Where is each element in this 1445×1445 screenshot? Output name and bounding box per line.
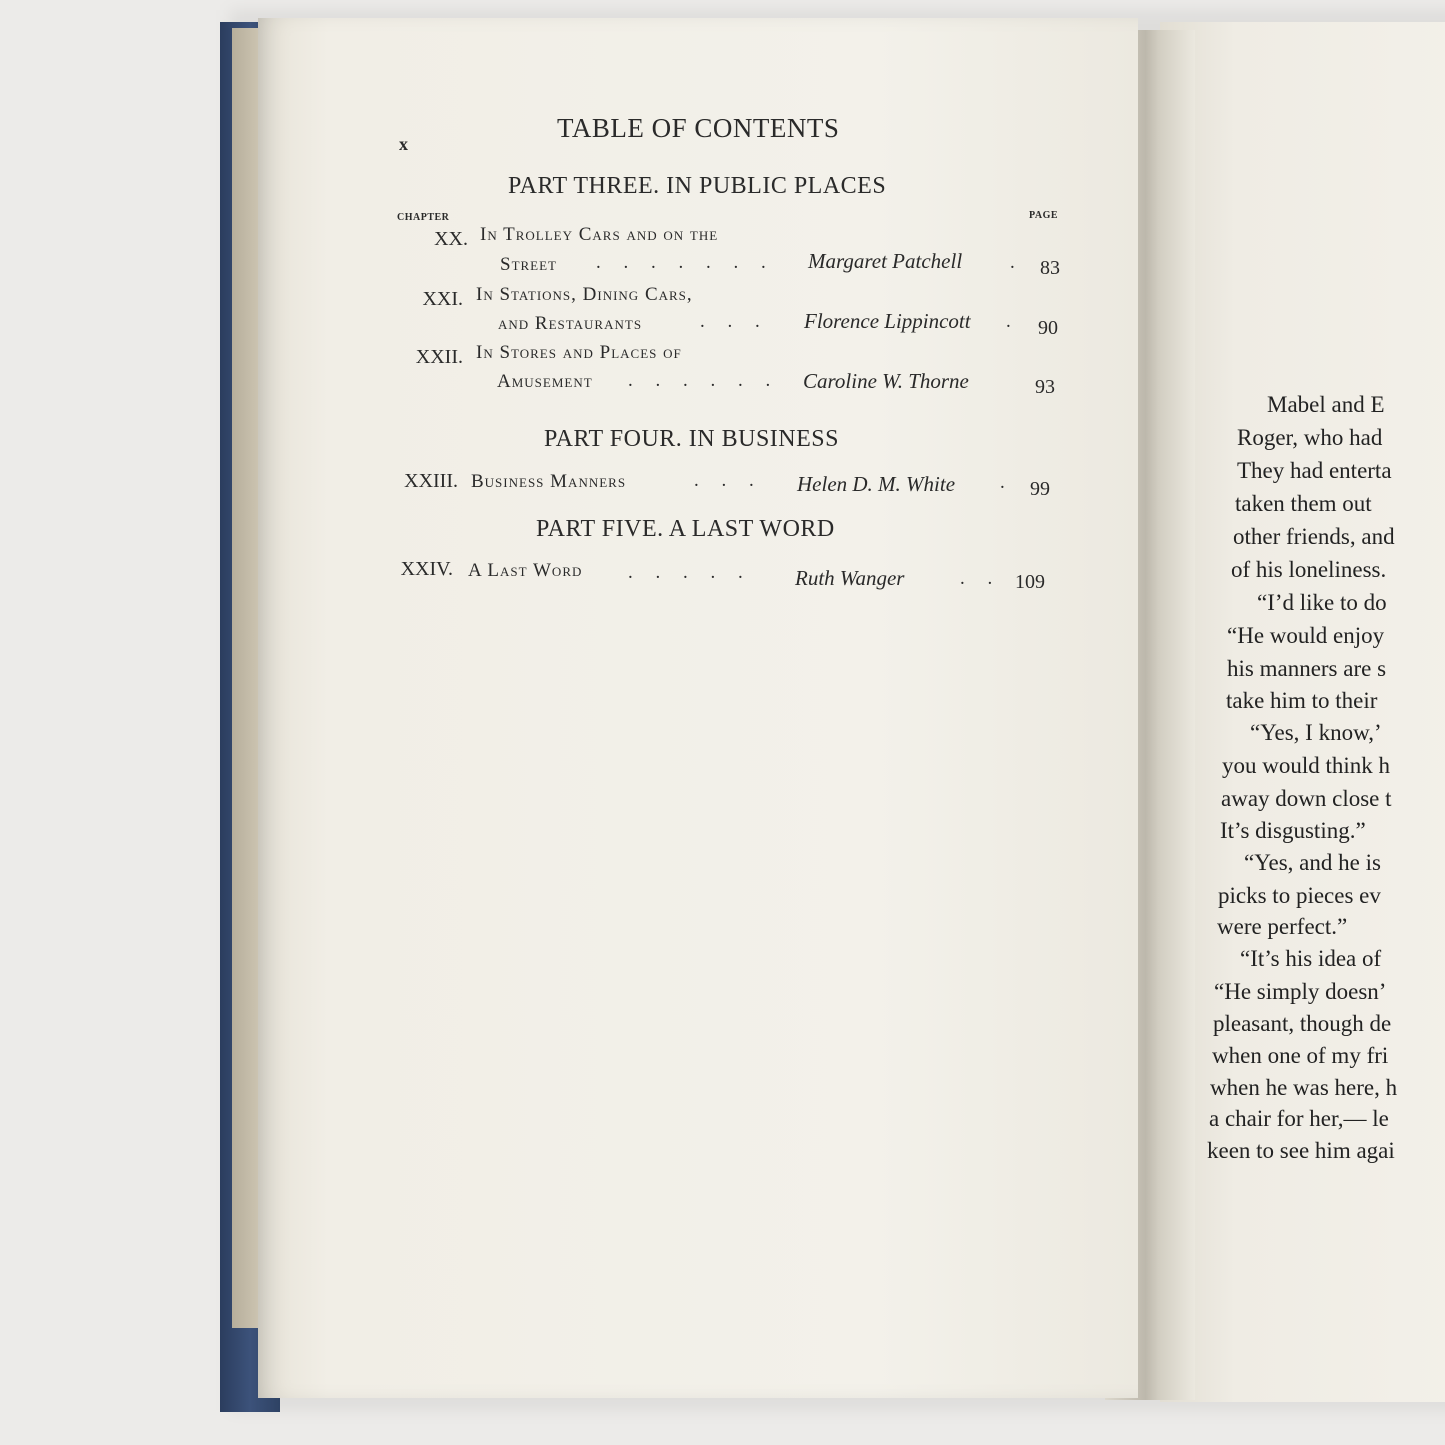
dot-leader: . . . . . . — [628, 370, 780, 391]
chapter-title: In Trolley Cars and on the — [480, 224, 719, 245]
body-line: Mabel and E — [1267, 392, 1385, 417]
author-name: Florence Lippincott — [804, 309, 971, 333]
page-ref: 93 — [1035, 376, 1055, 398]
chapter-title: In Stores and Places of — [476, 342, 682, 363]
body-line: when he was here, h — [1210, 1075, 1398, 1100]
chapter-numeral: XX. — [434, 228, 468, 250]
dot-leader: . . . . . — [628, 562, 752, 583]
page-ref: 99 — [1030, 478, 1050, 500]
body-line: They had enterta — [1237, 458, 1392, 483]
dot-leader: . — [1006, 311, 1020, 332]
body-line: of his loneliness. — [1231, 557, 1387, 582]
chapter-numeral: XXI. — [422, 288, 463, 310]
page-title: TABLE OF CONTENTS — [557, 113, 840, 143]
part-heading: PART FOUR. IN BUSINESS — [544, 426, 839, 452]
chapter-title: In Stations, Dining Cars, — [476, 284, 693, 305]
author-name: Helen D. M. White — [797, 472, 956, 496]
body-line: “I’d like to do — [1257, 590, 1387, 615]
chapter-title: A Last Word — [468, 560, 583, 581]
body-line: take him to their — [1226, 688, 1378, 713]
chapter-title-continued: Amusement — [497, 371, 593, 392]
body-line: picks to pieces ev — [1218, 883, 1381, 908]
body-line: you would think h — [1222, 753, 1391, 778]
page-number: x — [399, 134, 408, 154]
author-name: Caroline W. Thorne — [803, 369, 969, 393]
body-line: pleasant, though de — [1213, 1011, 1392, 1036]
page-ref: 109 — [1015, 571, 1045, 593]
dot-leader: . . — [960, 568, 1002, 589]
part-heading: PART THREE. IN PUBLIC PLACES — [508, 173, 887, 199]
body-line: other friends, and — [1233, 524, 1395, 549]
chapter-title-continued: Street — [500, 254, 558, 275]
body-line: keen to see him agai — [1207, 1138, 1395, 1163]
page-ref: 90 — [1038, 317, 1058, 339]
body-line: “Yes, and he is — [1244, 850, 1381, 875]
body-line: “He would enjoy — [1227, 623, 1385, 648]
dot-leader: . — [1010, 252, 1024, 273]
body-line: were perfect.” — [1217, 914, 1348, 939]
chapter-title-continued: and Restaurants — [498, 313, 643, 334]
body-line: “Yes, I know,’ — [1250, 720, 1382, 745]
part-heading: PART FIVE. A LAST WORD — [536, 516, 835, 542]
author-name: Ruth Wanger — [795, 566, 905, 590]
author-name: Margaret Patchell — [808, 249, 963, 273]
chapter-column-label: CHAPTER — [397, 212, 450, 223]
body-line: a chair for her,— le — [1209, 1106, 1389, 1131]
body-line: his manners are s — [1227, 656, 1387, 681]
dot-leader: . . . . . . . — [596, 252, 775, 273]
chapter-title: Business Manners — [471, 471, 627, 492]
dot-leader: . . . — [694, 470, 763, 491]
body-line: Roger, who had — [1237, 425, 1383, 450]
body-line: “It’s his idea of — [1240, 946, 1382, 971]
chapter-numeral: XXIII. — [404, 470, 458, 492]
body-line: taken them out — [1235, 491, 1372, 516]
dot-leader: . — [1000, 472, 1014, 493]
page-column-label: PAGE — [1029, 210, 1059, 221]
body-line: It’s disgusting.” — [1220, 818, 1366, 843]
body-line: “He simply doesn’ — [1214, 979, 1387, 1004]
chapter-numeral: XXIV. — [400, 558, 453, 580]
body-line: away down close t — [1221, 786, 1392, 811]
body-line: when one of my fri — [1212, 1043, 1389, 1068]
page-ref: 83 — [1040, 257, 1060, 279]
dot-leader: . . . — [700, 311, 769, 332]
chapter-numeral: XXII. — [415, 346, 463, 368]
